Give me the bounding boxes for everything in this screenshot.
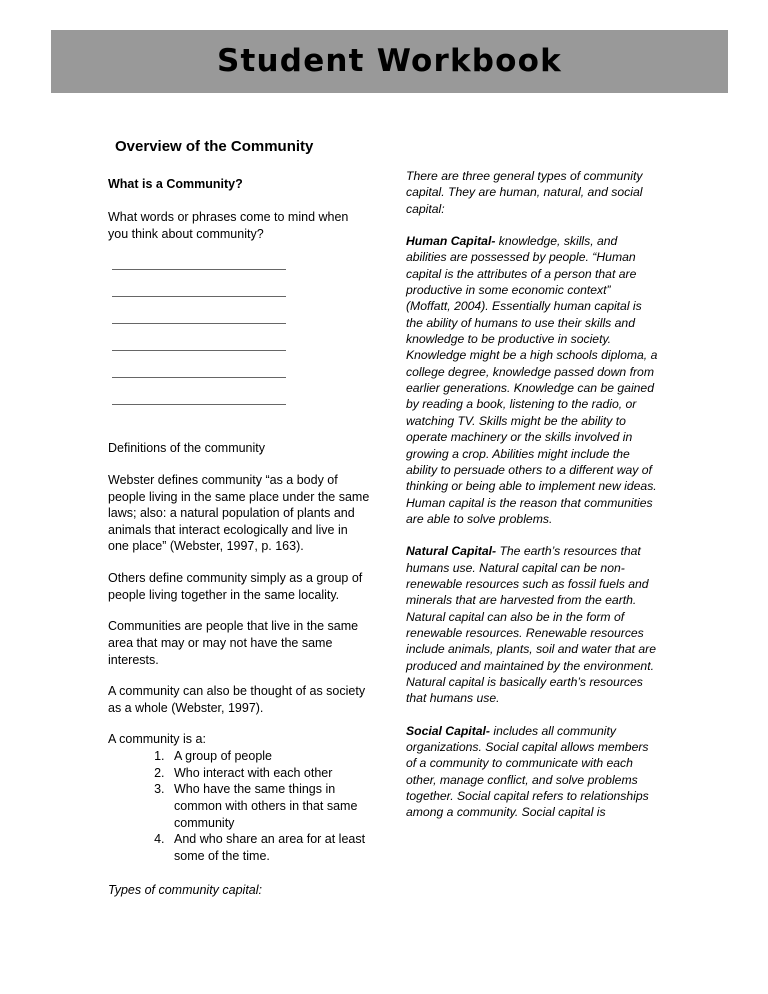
list-item: 1. A group of people	[168, 748, 370, 765]
reflection-prompt: What words or phrases come to mind when you think about community?	[108, 210, 349, 241]
human-capital-lead: Human Capital-	[406, 234, 496, 249]
page-title: Student Workbook	[216, 43, 562, 79]
social-capital-lead: Social Capital-	[406, 723, 490, 738]
natural-capital-paragraph	[406, 543, 658, 706]
human-capital-body: knowledge, skills, and abilities are possessed by people. “Human capital is the attributes of a person that are productive in some economic context” (Moffatt, 2004). Essentially human capital is the ability of humans to use their skills and knowledge to be productive in society. Knowledge might be a high schools diploma, a college degree, knowledge passed down from earlier generations. Knowledge can be gained by reading a book, listening to the radio, or watching TV. Skills might be the ability to operate machinery or the skills involved in growing a crop. Abilities might include the ability to persuade others to a different way of thinking or being able to implement new ideas. Human capital is the reason that communities are able to solve problems.	[406, 234, 658, 526]
webster-definition-paragraph: Webster defines community “as a body of people living in the same place under the same laws; also: a natural population of plants and animals that interact ecologically and live in one place” (Webster, 1997, p. 163).	[108, 472, 370, 554]
section-heading: Overview of the Community	[115, 138, 314, 155]
community-list-intro: A community is a:	[108, 732, 206, 747]
answer-line[interactable]	[112, 356, 286, 378]
communities-definition-paragraph: Communities are people that live in the same area that may or may not have the same interests.	[108, 619, 359, 667]
answer-lines-group	[112, 248, 370, 405]
society-definition-paragraph: A community can also be thought of as society as a whole (Webster, 1997).	[108, 684, 366, 715]
answer-line[interactable]	[112, 383, 286, 405]
natural-capital-lead: Natural Capital-	[406, 544, 497, 559]
natural-capital-body: The earth’s resources that humans use. Natural capital can be non-renewable resources such as fossil fuels and minerals that are harvested from the earth. Natural capital can also be in the form of renewable resources. Renewable resources include animals, plants, soil and water that are produced and maintained by the environment. Natural capital is basically earth’s resources that humans use.	[406, 544, 656, 706]
answer-line[interactable]	[112, 275, 286, 297]
human-capital-paragraph	[406, 233, 658, 527]
capital-intro-paragraph: There are three general types of community capital. They are human, natural, and social capital:	[406, 169, 643, 216]
left-column	[108, 138, 370, 899]
community-attributes-list	[108, 748, 370, 864]
list-item: 4. And who share an area for at least some of the time.	[168, 831, 370, 864]
sub-heading: What is a Community?	[108, 176, 243, 191]
list-item: 2. Who interact with each other	[168, 765, 370, 782]
spacer	[108, 864, 370, 882]
spacer	[108, 410, 370, 440]
social-capital-paragraph	[406, 723, 658, 821]
social-capital-body: includes all community organizations. Social capital allows members of a community to communicate with each other, manage conflict, and solve problems together. Social capital refers to relationships among a community. Social capital is	[406, 723, 649, 820]
definitions-heading: Definitions of the community	[108, 441, 266, 456]
document-title-banner	[51, 30, 728, 93]
types-of-capital-heading: Types of community capital:	[108, 883, 262, 898]
list-item: 3. Who have the same things in common with others in that same community	[168, 781, 370, 831]
answer-line[interactable]	[112, 329, 286, 351]
answer-line[interactable]	[112, 248, 286, 270]
right-column	[406, 168, 658, 821]
answer-line[interactable]	[112, 302, 286, 324]
others-definition-paragraph: Others define community simply as a group of people living together in the same locality.	[108, 571, 363, 602]
